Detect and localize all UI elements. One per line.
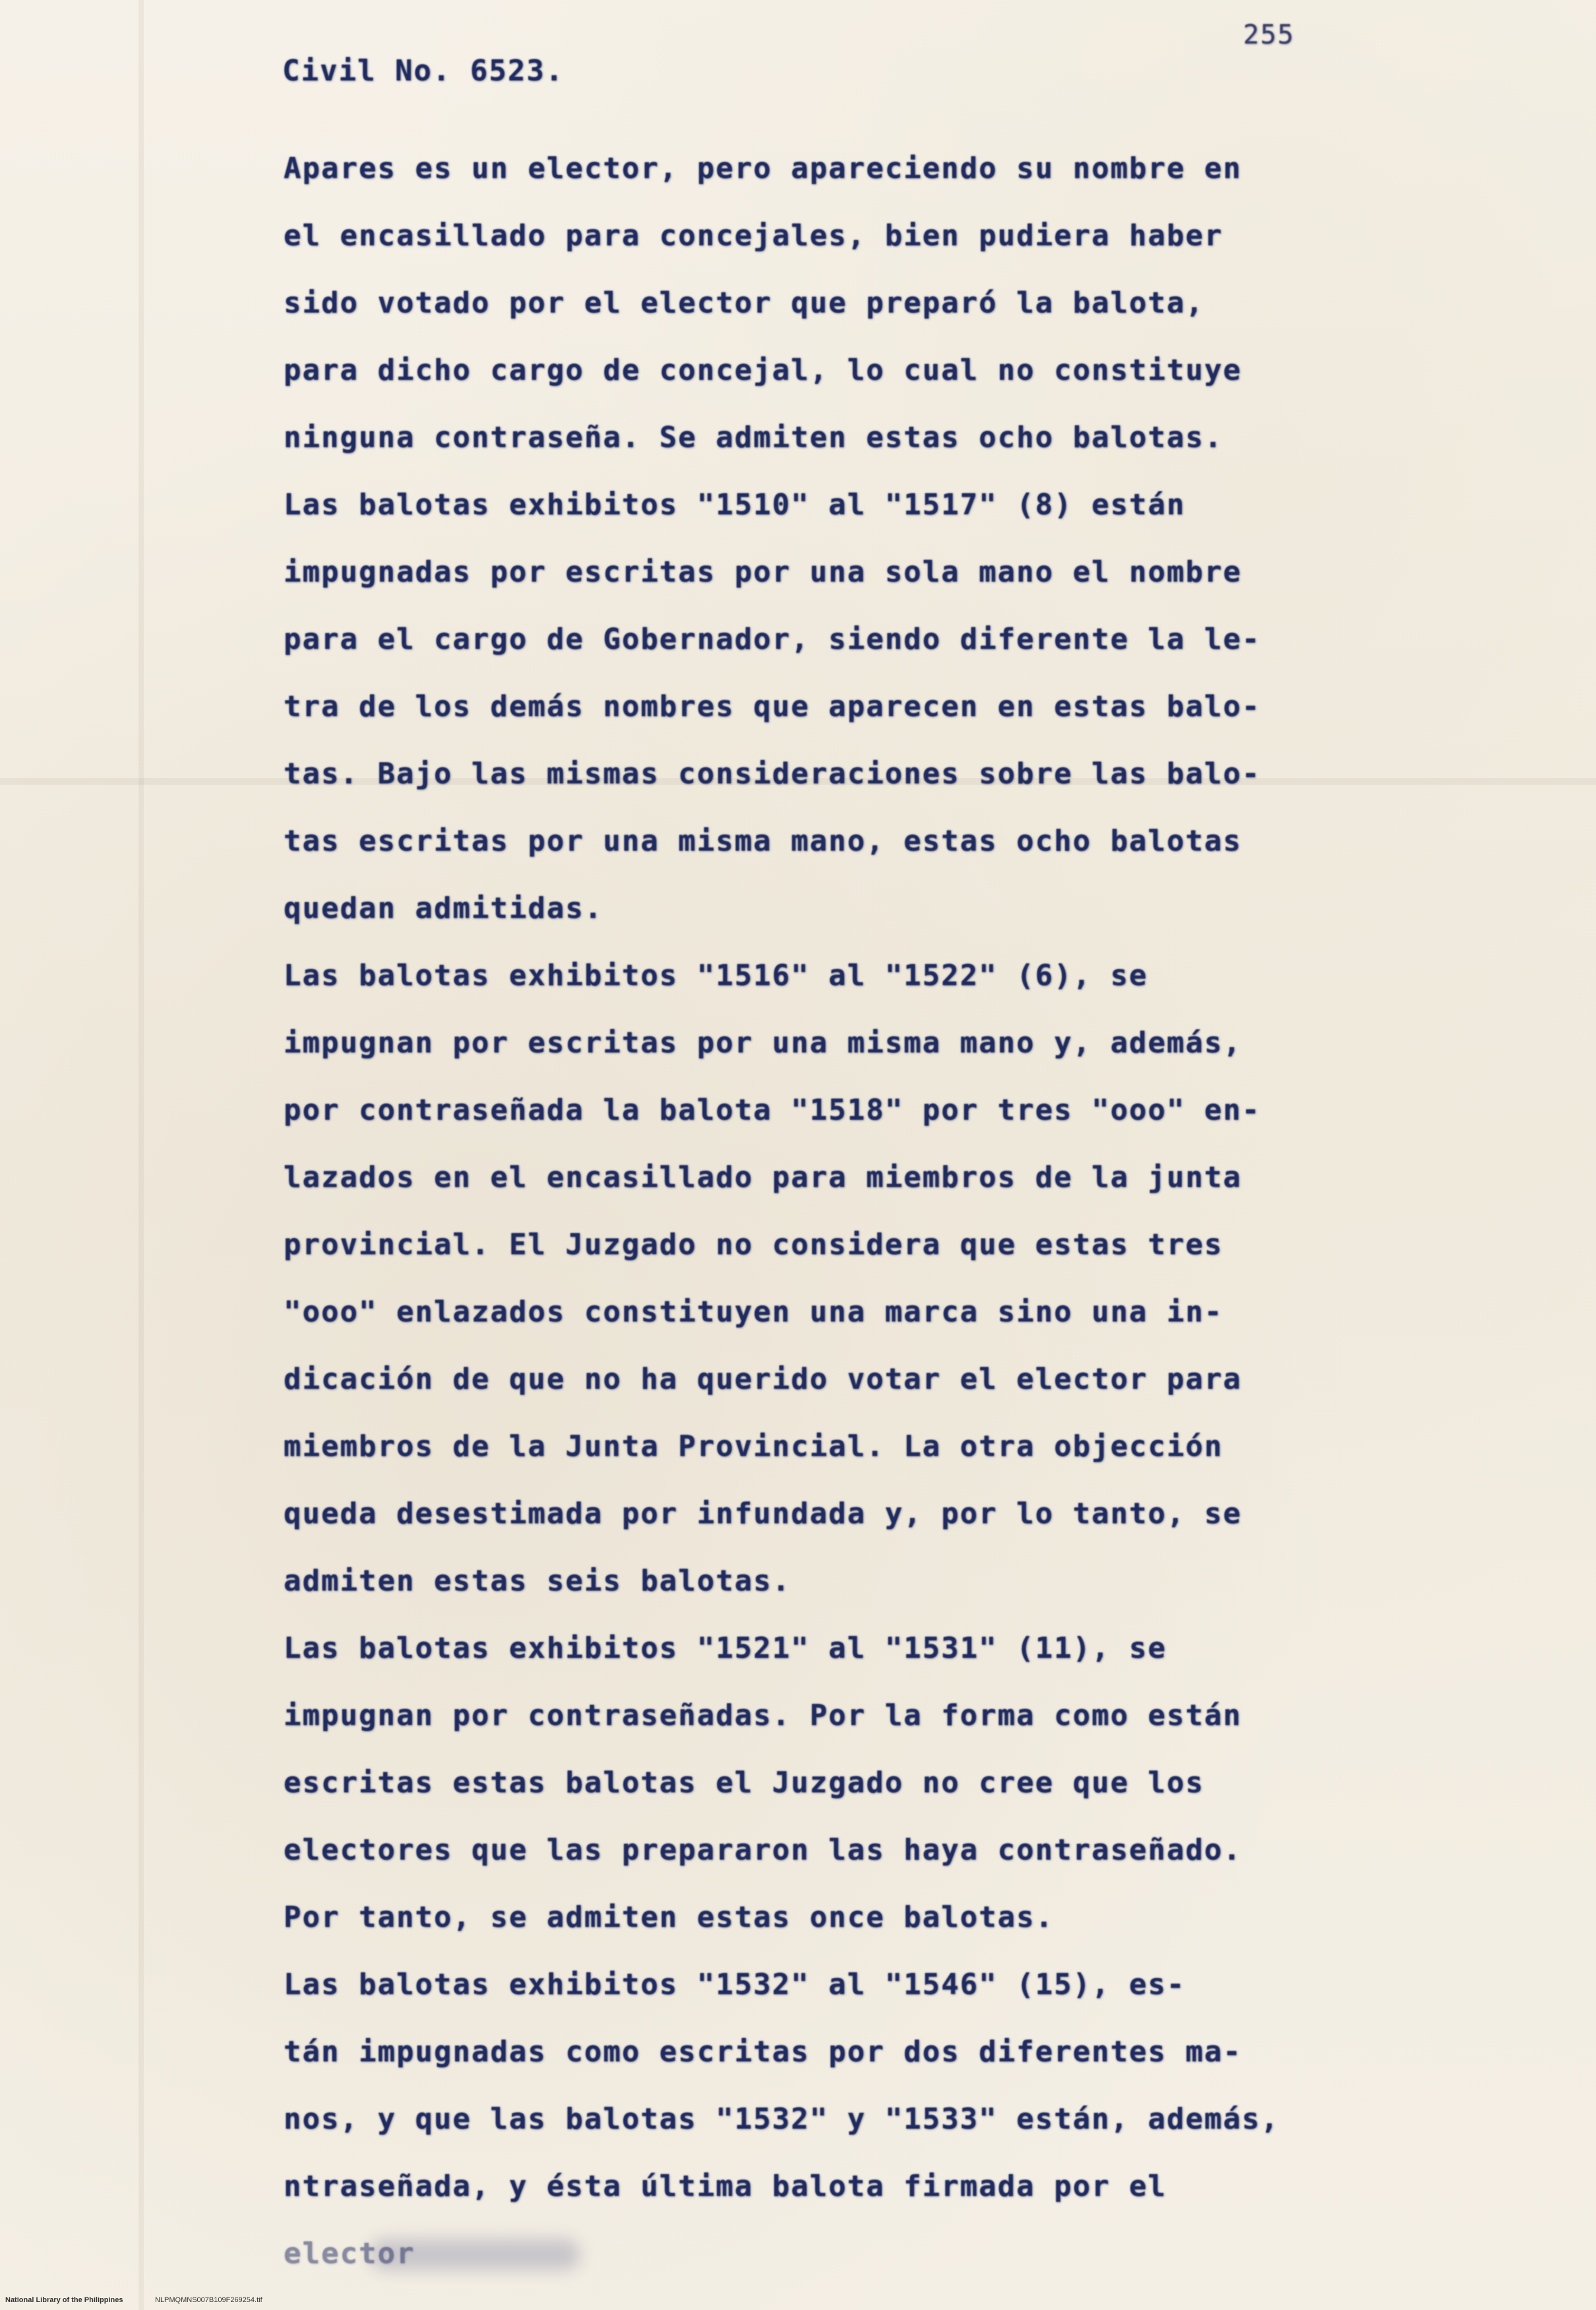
text-line: por contraseñada la balota "1518" por tres "ooo" en- — [284, 1093, 1261, 1127]
text-line: Las balotas exhibitos "1521" al "1531" (11), se — [284, 1631, 1167, 1665]
page-number: 255 — [1243, 20, 1295, 50]
text-line: provincial. El Juzgado no considera que estas tres — [284, 1228, 1223, 1261]
text-line: elector — [284, 2237, 415, 2270]
text-line: Por tanto, se admiten estas once balotas. — [284, 1900, 1055, 1934]
text-line: queda desestimada por infundada y, por lo tanto, se — [284, 1497, 1243, 1531]
text-line: impugnadas por escritas por una sola mano el nombre — [284, 555, 1243, 589]
text-line: impugnan por escritas por una misma mano y, además, — [284, 1026, 1243, 1060]
text-line: sido votado por el elector que preparó la balota, — [284, 286, 1205, 320]
text-line: ntraseñada, y ésta última balota firmada por el — [284, 2170, 1167, 2203]
text-line: escritas estas balotas el Juzgado no cree que los — [284, 1766, 1205, 1800]
text-line: quedan admitidas. — [284, 892, 603, 925]
text-line: electores que las prepararon las haya contraseñado. — [284, 1833, 1243, 1867]
text-line: Apares es un elector, pero apareciendo su nombre en — [284, 152, 1243, 185]
text-line: para dicho cargo de concejal, lo cual no constituye — [284, 353, 1243, 387]
text-line: tra de los demás nombres que aparecen en estas balo- — [284, 690, 1261, 723]
text-line: "ooo" enlazados constituyen una marca sino una in- — [284, 1295, 1223, 1329]
text-line: impugnan por contraseñadas. Por la forma como están — [284, 1699, 1243, 1732]
text-line: Las balotas exhibitos "1516" al "1522" (6), se — [284, 959, 1148, 992]
text-line: tas escritas por una misma mano, estas ocho balotas — [284, 824, 1243, 858]
case-header: Civil No. 6523. — [282, 54, 565, 88]
text-line: tas. Bajo las mismas consideraciones sobre las balo- — [284, 757, 1261, 791]
text-line: tán impugnadas como escritas por dos diferentes ma- — [284, 2035, 1243, 2069]
text-line: admiten estas seis balotas. — [284, 1564, 791, 1598]
text-line: dicación de que no ha querido votar el elector para — [284, 1362, 1243, 1396]
text-line: lazados en el encasillado para miembros de la junta — [284, 1161, 1243, 1194]
text-line: Las balotas exhibitos "1510" al "1517" (8) están — [284, 488, 1186, 522]
text-line: miembros de la Junta Provincial. La otra objección — [284, 1430, 1223, 1463]
footer-file-id: NLPMQMNS007B109F269254.tif — [155, 2296, 262, 2304]
text-line: el encasillado para concejales, bien pudiera haber — [284, 219, 1223, 253]
text-line: para el cargo de Gobernador, siendo diferente la le- — [284, 623, 1261, 656]
text-line: Las balotas exhibitos "1532" al "1546" (15), es- — [284, 1968, 1186, 2001]
text-line: nos, y que las balotas "1532" y "1533" están, además, — [284, 2102, 1279, 2136]
paper-fold-crease-vertical — [138, 0, 144, 2310]
text-line: ninguna contraseña. Se admiten estas ocho balotas. — [284, 421, 1223, 454]
footer-institution: National Library of the Philippines — [5, 2296, 123, 2304]
